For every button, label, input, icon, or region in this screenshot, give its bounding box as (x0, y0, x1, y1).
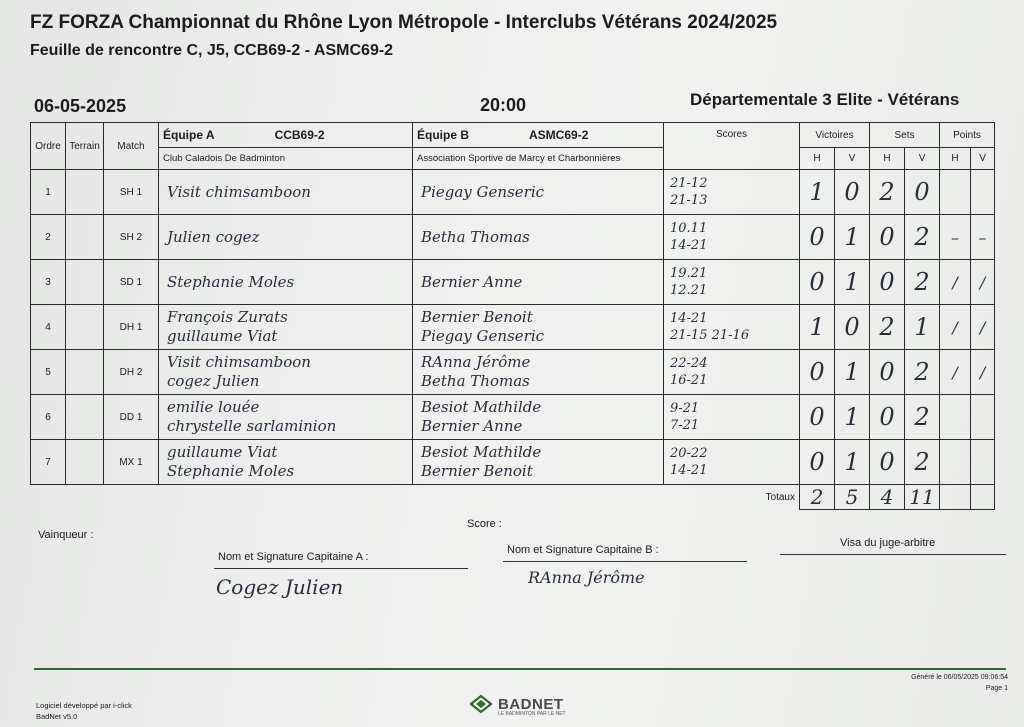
vic-h: 1 (800, 305, 835, 350)
vic-h: 0 (800, 440, 835, 485)
captain-a-label: Nom et Signature Capitaine A : (218, 551, 369, 563)
vic-v: 1 (835, 215, 870, 260)
col-equipe-b (413, 123, 664, 148)
player-b1: Betha Thomas (421, 227, 530, 246)
shuttlecock-icon (468, 693, 494, 715)
pts-v: / (971, 260, 995, 305)
sheet-title: FZ FORZA Championnat du Rhône Lyon Métropole - Interclubs Vétérans 2024/2025 (30, 12, 778, 33)
col-scores: Scores (664, 123, 800, 170)
match-date: 06-05-2025 (34, 96, 127, 116)
set-h: 2 (870, 305, 905, 350)
player-a1: Stephanie Moles (167, 272, 295, 291)
total-pts-v (971, 485, 995, 510)
team-a-players (159, 395, 413, 440)
score-set2: 21-13 (670, 193, 708, 208)
pts-v-head: V (971, 148, 995, 170)
totals-row (31, 485, 995, 510)
pts-v: – (971, 215, 995, 260)
set-v: 2 (905, 350, 940, 395)
player-a2: guillaume Viat (167, 327, 278, 345)
captain-b-signature: RAnna Jérôme (528, 568, 645, 587)
score-set2: 12.21 (670, 283, 708, 298)
set-h: 0 (870, 215, 905, 260)
row-match: DD 1 (104, 395, 159, 440)
row-terrain (66, 350, 104, 395)
team-a-players (159, 215, 413, 260)
pts-h: / (940, 305, 971, 350)
match-time: 20:00 (480, 95, 527, 115)
footer-divider (34, 668, 1006, 670)
pts-v (971, 395, 995, 440)
equipe-a-club: Club Caladois De Badminton (159, 148, 413, 170)
row-match: SD 1 (104, 260, 159, 305)
logo-tagline: LE BADMINTON PAR LE NET (498, 711, 566, 717)
row-terrain (66, 170, 104, 215)
row-match: MX 1 (104, 440, 159, 485)
row-ordre: 4 (31, 305, 66, 350)
score-set2: 16-21 (670, 373, 708, 388)
player-a2: cogez Julien (167, 372, 260, 390)
score-set2: 14-21 (670, 463, 708, 478)
pts-v: / (971, 350, 995, 395)
row-ordre: 5 (31, 350, 66, 395)
player-a2: Stephanie Moles (167, 462, 295, 480)
vic-h: 0 (800, 215, 835, 260)
player-a1: Visit chimsamboon (167, 353, 311, 371)
set-h: 2 (870, 170, 905, 215)
table-row (31, 170, 995, 215)
pts-v (971, 440, 995, 485)
equipe-b-code: ASMC69-2 (529, 128, 589, 142)
visa-label: Visa du juge-arbitre (840, 537, 936, 549)
team-a-players (159, 260, 413, 305)
col-victoires: Victoires (800, 123, 870, 148)
row-terrain (66, 395, 104, 440)
score-set1: 20-22 (670, 446, 708, 461)
player-b2: Piegay Genseric (421, 327, 545, 345)
pts-h (940, 440, 971, 485)
row-scores (664, 395, 800, 440)
equipe-b-club: Association Sportive de Marcy et Charbonnières (413, 148, 664, 170)
vic-h: 0 (800, 350, 835, 395)
score-set1: 19.21 (670, 266, 708, 281)
vic-h: 1 (800, 170, 835, 215)
player-a2: chrystelle sarlaminion (167, 417, 337, 435)
total-set-h: 4 (870, 485, 905, 510)
score-label: Score : (467, 518, 502, 530)
row-terrain (66, 305, 104, 350)
vic-h: 0 (800, 260, 835, 305)
vainqueur-label: Vainqueur : (38, 529, 94, 541)
row-ordre: 6 (31, 395, 66, 440)
table-row (31, 350, 995, 395)
row-terrain (66, 440, 104, 485)
row-scores (664, 215, 800, 260)
totals-label: Totaux (765, 491, 795, 503)
score-set2: 7-21 (670, 418, 700, 433)
vic-v: 1 (835, 260, 870, 305)
row-scores (664, 350, 800, 395)
row-scores (664, 260, 800, 305)
player-a1: guillaume Viat (167, 443, 278, 461)
score-set1: 22-24 (670, 356, 708, 371)
player-b1: Besiot Mathilde (421, 443, 542, 461)
col-points: Points (940, 123, 995, 148)
player-a1: Julien cogez (167, 227, 260, 246)
player-b1: Besiot Mathilde (421, 398, 542, 416)
captain-a-signature: Cogez Julien (216, 575, 344, 599)
footer-version: BadNet v5.0 (36, 712, 78, 721)
set-v: 1 (905, 305, 940, 350)
set-h: 0 (870, 395, 905, 440)
division-name: Départementale 3 Elite - Vétérans (690, 90, 960, 109)
row-match: SH 2 (104, 215, 159, 260)
vic-v: 1 (835, 395, 870, 440)
player-b1: RAnna Jérôme (421, 353, 531, 371)
footer-credits (36, 700, 132, 722)
page-number: Page 1 (985, 685, 1008, 692)
player-b2: Bernier Anne (421, 417, 523, 435)
footer-software: Logiciel développé par i-click (36, 701, 132, 710)
team-b-players (413, 305, 664, 350)
row-ordre: 2 (31, 215, 66, 260)
row-scores (664, 305, 800, 350)
table-row (31, 395, 995, 440)
team-a-players (159, 440, 413, 485)
set-v: 2 (905, 395, 940, 440)
results-table (30, 122, 995, 510)
sheet-subtitle: Feuille de rencontre C, J5, CCB69-2 - ASMC69-2 (30, 42, 394, 59)
equipe-a-code: CCB69-2 (274, 128, 325, 142)
team-a-players (159, 305, 413, 350)
set-v: 2 (905, 260, 940, 305)
row-match: DH 2 (104, 350, 159, 395)
pts-h: – (940, 215, 971, 260)
pts-h-head: H (940, 148, 971, 170)
vic-v: 1 (835, 440, 870, 485)
vic-h: 0 (800, 395, 835, 440)
team-b-players (413, 440, 664, 485)
pts-v: / (971, 305, 995, 350)
row-match: DH 1 (104, 305, 159, 350)
vic-v: 0 (835, 170, 870, 215)
player-a1: Visit chimsamboon (167, 182, 311, 201)
player-b1: Piegay Genseric (421, 182, 545, 201)
total-set-v: 11 (905, 485, 940, 510)
generated-date: Généré le 06/05/2025 09:06:54 (911, 674, 1008, 681)
row-ordre: 3 (31, 260, 66, 305)
player-a1: François Zurats (167, 308, 288, 326)
set-v-head: V (905, 148, 940, 170)
player-b1: Bernier Anne (421, 272, 523, 291)
pts-h: / (940, 350, 971, 395)
team-b-players (413, 260, 664, 305)
set-v: 2 (905, 215, 940, 260)
captain-a-line (214, 568, 468, 569)
col-match: Match (104, 123, 159, 170)
row-match: SH 1 (104, 170, 159, 215)
footer-generated (911, 672, 1008, 694)
vic-v: 1 (835, 350, 870, 395)
score-set1: 14-21 (670, 311, 708, 326)
team-b-players (413, 170, 664, 215)
col-equipe-a (159, 123, 413, 148)
score-set1: 9-21 (670, 401, 700, 416)
team-a-players (159, 350, 413, 395)
visa-line (780, 554, 1006, 555)
player-b2: Betha Thomas (421, 372, 530, 390)
score-set1: 21-12 (670, 176, 708, 191)
set-h: 0 (870, 350, 905, 395)
set-h: 0 (870, 440, 905, 485)
set-h-head: H (870, 148, 905, 170)
team-b-players (413, 395, 664, 440)
table-row (31, 215, 995, 260)
table-row (31, 260, 995, 305)
team-b-players (413, 350, 664, 395)
row-terrain (66, 215, 104, 260)
vic-v: 0 (835, 305, 870, 350)
player-b2: Bernier Benoit (421, 462, 533, 480)
team-b-players (413, 215, 664, 260)
row-scores (664, 170, 800, 215)
score-set1: 10.11 (670, 221, 708, 236)
col-sets: Sets (870, 123, 940, 148)
captain-b-line (503, 561, 747, 562)
pts-h: / (940, 260, 971, 305)
captain-b-label: Nom et Signature Capitaine B : (507, 544, 659, 556)
logo-text: BADNET (498, 695, 564, 713)
set-v: 0 (905, 170, 940, 215)
equipe-b-label: Équipe B (417, 128, 470, 142)
col-terrain: Terrain (66, 123, 104, 170)
badnet-logo (468, 693, 564, 715)
total-vic-h: 2 (800, 485, 835, 510)
pts-h (940, 170, 971, 215)
score-set2: 14-21 (670, 238, 708, 253)
total-pts-h (940, 485, 971, 510)
pts-h (940, 395, 971, 440)
score-set2: 21-15 21-16 (670, 328, 750, 343)
vic-v-head: V (835, 148, 870, 170)
equipe-a-label: Équipe A (163, 128, 215, 142)
row-terrain (66, 260, 104, 305)
vic-h-head: H (800, 148, 835, 170)
player-b1: Bernier Benoit (421, 308, 533, 326)
player-a1: emilie louée (167, 398, 260, 416)
row-scores (664, 440, 800, 485)
row-ordre: 7 (31, 440, 66, 485)
total-vic-v: 5 (835, 485, 870, 510)
table-row (31, 305, 995, 350)
row-ordre: 1 (31, 170, 66, 215)
set-v: 2 (905, 440, 940, 485)
col-ordre: Ordre (31, 123, 66, 170)
set-h: 0 (870, 260, 905, 305)
pts-v (971, 170, 995, 215)
table-row (31, 440, 995, 485)
team-a-players (159, 170, 413, 215)
